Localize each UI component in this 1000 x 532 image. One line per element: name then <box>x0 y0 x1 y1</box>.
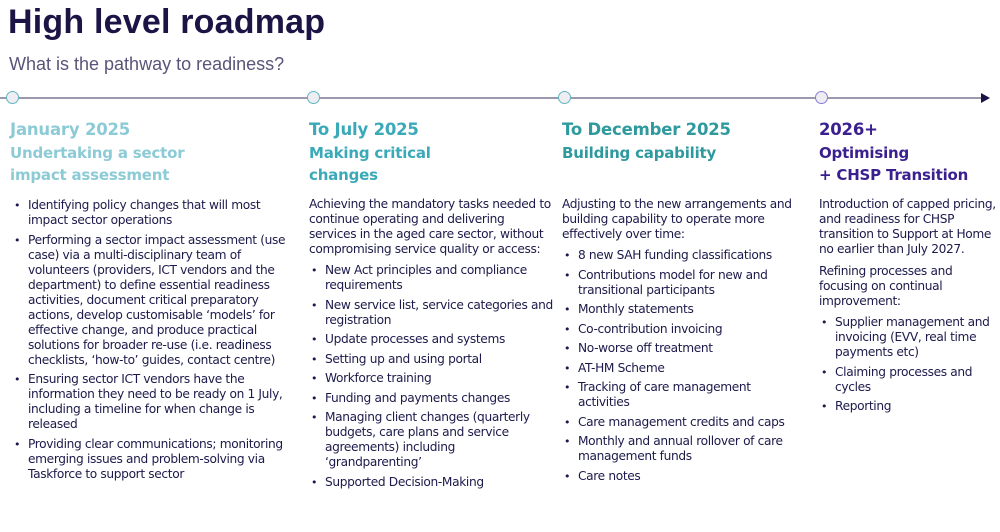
column-date: January 2025 <box>10 120 131 139</box>
list-item: • New service list, service categories and registration <box>311 298 554 328</box>
list-item: • Identifying policy changes that will most impact sector operations <box>14 198 295 228</box>
list-item: • Reporting <box>821 399 999 414</box>
page-subtitle: What is the pathway to readiness? <box>9 54 285 74</box>
column-intro: Adjusting to the new arrangements and building capability to operate more effectively over time: <box>562 197 792 241</box>
column-heading: Undertaking a sector <box>10 144 185 162</box>
list-item: • Supported Decision-Making <box>311 475 554 490</box>
list-item: • 8 new SAH funding classifications <box>564 248 802 263</box>
list-item: • Ensuring sector ICT vendors have the information they need to be ready on 1 July, including a timeline for when change is released <box>14 372 295 432</box>
column-heading: Building capability <box>562 144 717 162</box>
list-item: • Contributions model for new and transitional participants <box>564 268 802 298</box>
column-date: To July 2025 <box>309 120 419 139</box>
column-heading: Making critical <box>309 144 431 162</box>
roadmap-column-january-2025 <box>10 118 295 486</box>
list-item: • Care notes <box>564 469 802 484</box>
column-intro: Achieving the mandatory tasks needed to continue operating and delivering services in the aged care sector, without compromising service quality or access: <box>309 197 551 256</box>
list-item: • Performing a sector impact assessment (use case) via a multi-disciplinary team of volunteers (providers, ICT vendors and the department) to define essential readiness activities, document critical preparatory actions, develop customisable ‘models’ for effective change, and produce practical solutions for broader re-use (i.e. readiness checklists, ‘how-to’ guides, contact centre) <box>14 233 295 368</box>
bullet-list <box>10 198 295 482</box>
list-item: • Claiming processes and cycles <box>821 365 999 395</box>
roadmap-column-2026-plus <box>819 118 999 419</box>
bullet-list <box>309 263 554 490</box>
arrow-right-icon <box>981 93 990 103</box>
column-heading: + CHSP Transition <box>819 166 969 184</box>
bullet-list <box>819 315 999 414</box>
milestone-circle-icon <box>6 91 19 104</box>
list-item: • Care management credits and caps <box>564 415 802 430</box>
list-item: • Tracking of care management activities <box>564 380 802 410</box>
column-heading: changes <box>309 166 378 184</box>
milestone-circle-icon <box>558 91 571 104</box>
column-heading: impact assessment <box>10 166 170 184</box>
column-intro-secondary: Refining processes and focusing on continual improvement: <box>819 264 953 308</box>
list-item: • AT-HM Scheme <box>564 361 802 376</box>
roadmap-column-july-2025 <box>309 118 554 494</box>
column-date: 2026+ <box>819 120 878 139</box>
list-item: • Workforce training <box>311 371 554 386</box>
timeline <box>0 90 1000 106</box>
roadmap-column-december-2025 <box>562 118 802 488</box>
list-item: • Providing clear communications; monitoring emerging issues and problem-solving via Taskforce to support sector <box>14 437 295 482</box>
list-item: • Setting up and using portal <box>311 352 554 367</box>
milestone-circle-icon <box>307 91 320 104</box>
list-item: • Monthly and annual rollover of care management funds <box>564 434 802 464</box>
list-item: • New Act principles and compliance requirements <box>311 263 554 293</box>
milestone-circle-icon <box>815 91 828 104</box>
list-item: • Supplier management and invoicing (EVV, real time payments etc) <box>821 315 999 360</box>
list-item: • Funding and payments changes <box>311 391 554 406</box>
column-date: To December 2025 <box>562 120 731 139</box>
page-title: High level roadmap <box>8 3 326 41</box>
list-item: • Update processes and systems <box>311 332 554 347</box>
timeline-line <box>0 97 982 99</box>
column-intro: Introduction of capped pricing, and readiness for CHSP transition to Support at Home no earlier than July 2027. <box>819 197 996 256</box>
list-item: • Managing client changes (quarterly budgets, care plans and service agreements) including ‘grandparenting’ <box>311 410 554 470</box>
column-heading: Optimising <box>819 144 910 162</box>
list-item: • Monthly statements <box>564 302 802 317</box>
bullet-list <box>562 248 802 484</box>
list-item: • Co-contribution invoicing <box>564 322 802 337</box>
list-item: • No-worse off treatment <box>564 341 802 356</box>
